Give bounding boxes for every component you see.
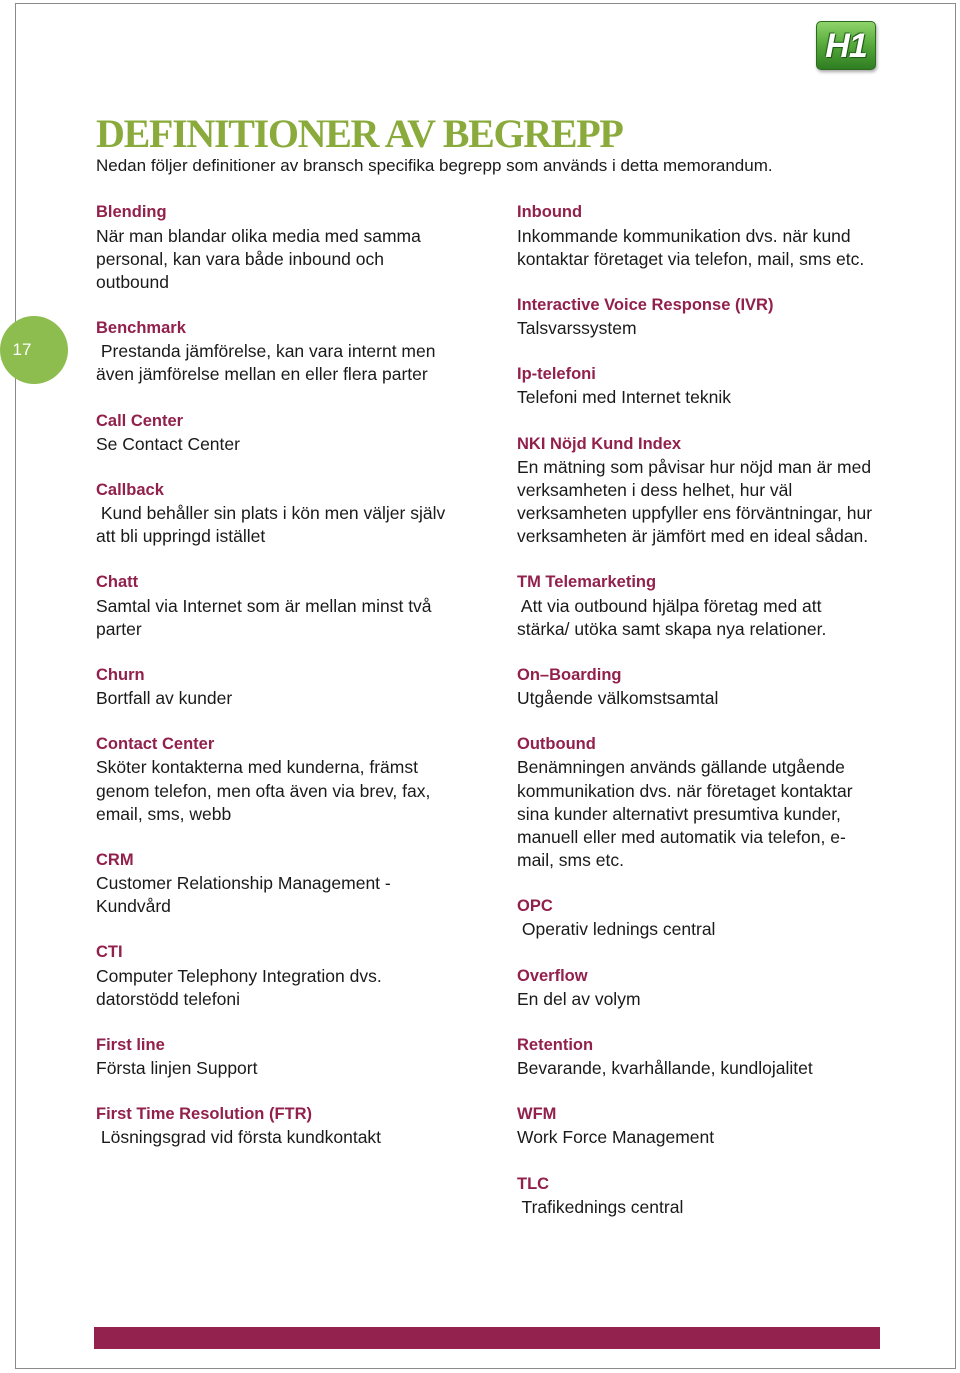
entry-opc <box>517 895 947 941</box>
entry-telemarketing <box>517 571 947 640</box>
entry-callback <box>96 479 511 548</box>
definition-line: mail, sms etc. <box>517 849 624 870</box>
entry-benchmark <box>96 317 511 386</box>
page-number: 17 <box>12 340 32 359</box>
definition-line: outbound <box>96 271 169 292</box>
definition-line: En del av volym <box>517 988 641 1009</box>
entry-wfm <box>517 1103 947 1149</box>
term-heading: First line <box>96 1035 165 1054</box>
definition-line: Kundvård <box>96 896 171 917</box>
term-heading: On–Boarding <box>517 665 622 684</box>
definition-line: Work Force Management <box>517 1127 715 1148</box>
definition-line: stärka/ utöka samt skapa nya relationer. <box>517 618 827 639</box>
entry-chatt <box>96 571 511 640</box>
definition-line: sina kunder alternativt presumtiva kunder, <box>517 803 841 824</box>
definition-line: Utgående välkomstsamtal <box>517 688 719 709</box>
entry-ivr <box>517 294 947 340</box>
definition-line: parter <box>96 618 142 639</box>
entry-call-center <box>96 410 511 456</box>
definition-line: Första linjen Support <box>96 1058 258 1079</box>
entry-blending <box>96 201 511 294</box>
definition-line: verksamheten är jämfört med en ideal sådan. <box>517 526 869 547</box>
term-heading: NKI Nöjd Kund Index <box>517 434 682 453</box>
page-subtitle: Nedan följer definitioner av bransch specifika begrepp som används i detta memorandum. <box>96 156 773 175</box>
entry-retention <box>517 1034 947 1080</box>
entry-outbound <box>517 733 947 872</box>
definition-line: även jämförelse mellan en eller flera parter <box>96 364 428 385</box>
definition-line: att bli uppringd istället <box>96 526 266 547</box>
definition-line: Customer Relationship Management - <box>96 873 391 894</box>
term-heading: Blending <box>96 203 167 222</box>
term-heading: Churn <box>96 665 145 684</box>
term-heading: OPC <box>517 897 553 916</box>
definitions-left-column <box>96 201 511 1172</box>
term-heading: Interactive Voice Response (IVR) <box>517 295 774 314</box>
definition-line: kontaktar företaget via telefon, mail, sms etc. <box>517 248 865 269</box>
definition-line: Samtal via Internet som är mellan minst två <box>96 595 432 616</box>
definition-line: email, sms, webb <box>96 803 232 824</box>
definition-line: manuell eller med automatik via telefon, e- <box>517 826 846 847</box>
entry-on-boarding <box>517 664 947 710</box>
definition-line: Benämningen används gällande utgående <box>517 757 845 778</box>
definition-line: Computer Telephony Integration dvs. <box>96 965 382 986</box>
term-heading: Outbound <box>517 735 596 754</box>
term-heading: Inbound <box>517 203 583 222</box>
entry-contact-center <box>96 733 511 826</box>
entry-cti <box>96 941 511 1010</box>
footer-bar <box>94 1327 880 1349</box>
definition-line: genom telefon, men ofta även via brev, fax, <box>96 780 431 801</box>
definition-line: När man blandar olika media med samma <box>96 225 421 246</box>
entry-nki <box>517 433 947 549</box>
term-heading: Contact Center <box>96 735 215 754</box>
definition-line: verksamheten i dess helhet, hur väl <box>517 479 793 500</box>
term-heading: CTI <box>96 943 123 962</box>
definition-line: personal, kan vara både inbound och <box>96 248 384 269</box>
definition-line: datorstödd telefoni <box>96 988 240 1009</box>
entry-ip-telefoni <box>517 363 947 409</box>
definition-line: Inkommande kommunikation dvs. när kund <box>517 225 851 246</box>
entry-first-time-resolution <box>96 1103 511 1149</box>
definition-line: En mätning som påvisar hur nöjd man är med <box>517 456 872 477</box>
definitions-right-column <box>517 201 947 1242</box>
logo-text: H1 <box>825 26 867 65</box>
term-heading: TM Telemarketing <box>517 573 657 592</box>
definition-line: Operativ lednings central <box>517 919 716 940</box>
definition-line: Att via outbound hjälpa företag med att <box>517 595 822 616</box>
term-heading: Chatt <box>96 573 139 592</box>
definition-line: Talsvarssystem <box>517 318 637 339</box>
page-title: DEFINITIONER AV BEGREPP <box>96 111 623 156</box>
definition-line: Kund behåller sin plats i kön men väljer själv <box>96 503 446 524</box>
definition-line: Lösningsgrad vid första kundkontakt <box>96 1127 382 1148</box>
definition-line: Bortfall av kunder <box>96 688 233 709</box>
definition-line: Prestanda jämförelse, kan vara internt men <box>96 341 436 362</box>
term-heading: Retention <box>517 1035 594 1054</box>
h1-logo <box>816 21 876 70</box>
entry-first-line <box>96 1034 511 1080</box>
definition-line: Se Contact Center <box>96 433 240 454</box>
term-heading: Callback <box>96 480 164 499</box>
term-heading: Call Center <box>96 411 184 430</box>
term-heading: Benchmark <box>96 319 186 338</box>
term-heading: TLC <box>517 1174 550 1193</box>
entry-inbound <box>517 201 947 270</box>
term-heading: Ip-telefoni <box>517 365 596 384</box>
definition-line: Telefoni med Internet teknik <box>517 387 732 408</box>
definition-line: verksamheten uppfyller ens förväntningar, hur <box>517 503 873 524</box>
entry-churn <box>96 664 511 710</box>
entry-overflow <box>517 965 947 1011</box>
definition-line: kommunikation dvs. när företaget kontaktar <box>517 780 853 801</box>
term-heading: CRM <box>96 850 134 869</box>
definition-line: Trafikednings central <box>517 1196 684 1217</box>
entry-crm <box>96 849 511 918</box>
entry-tlc <box>517 1173 947 1219</box>
term-heading: Overflow <box>517 966 588 985</box>
definition-line: Bevarande, kvarhållande, kundlojalitet <box>517 1058 813 1079</box>
term-heading: First Time Resolution (FTR) <box>96 1105 313 1124</box>
term-heading: WFM <box>517 1105 557 1124</box>
page-number-badge <box>0 316 68 384</box>
definition-line: Sköter kontakterna med kunderna, främst <box>96 757 418 778</box>
